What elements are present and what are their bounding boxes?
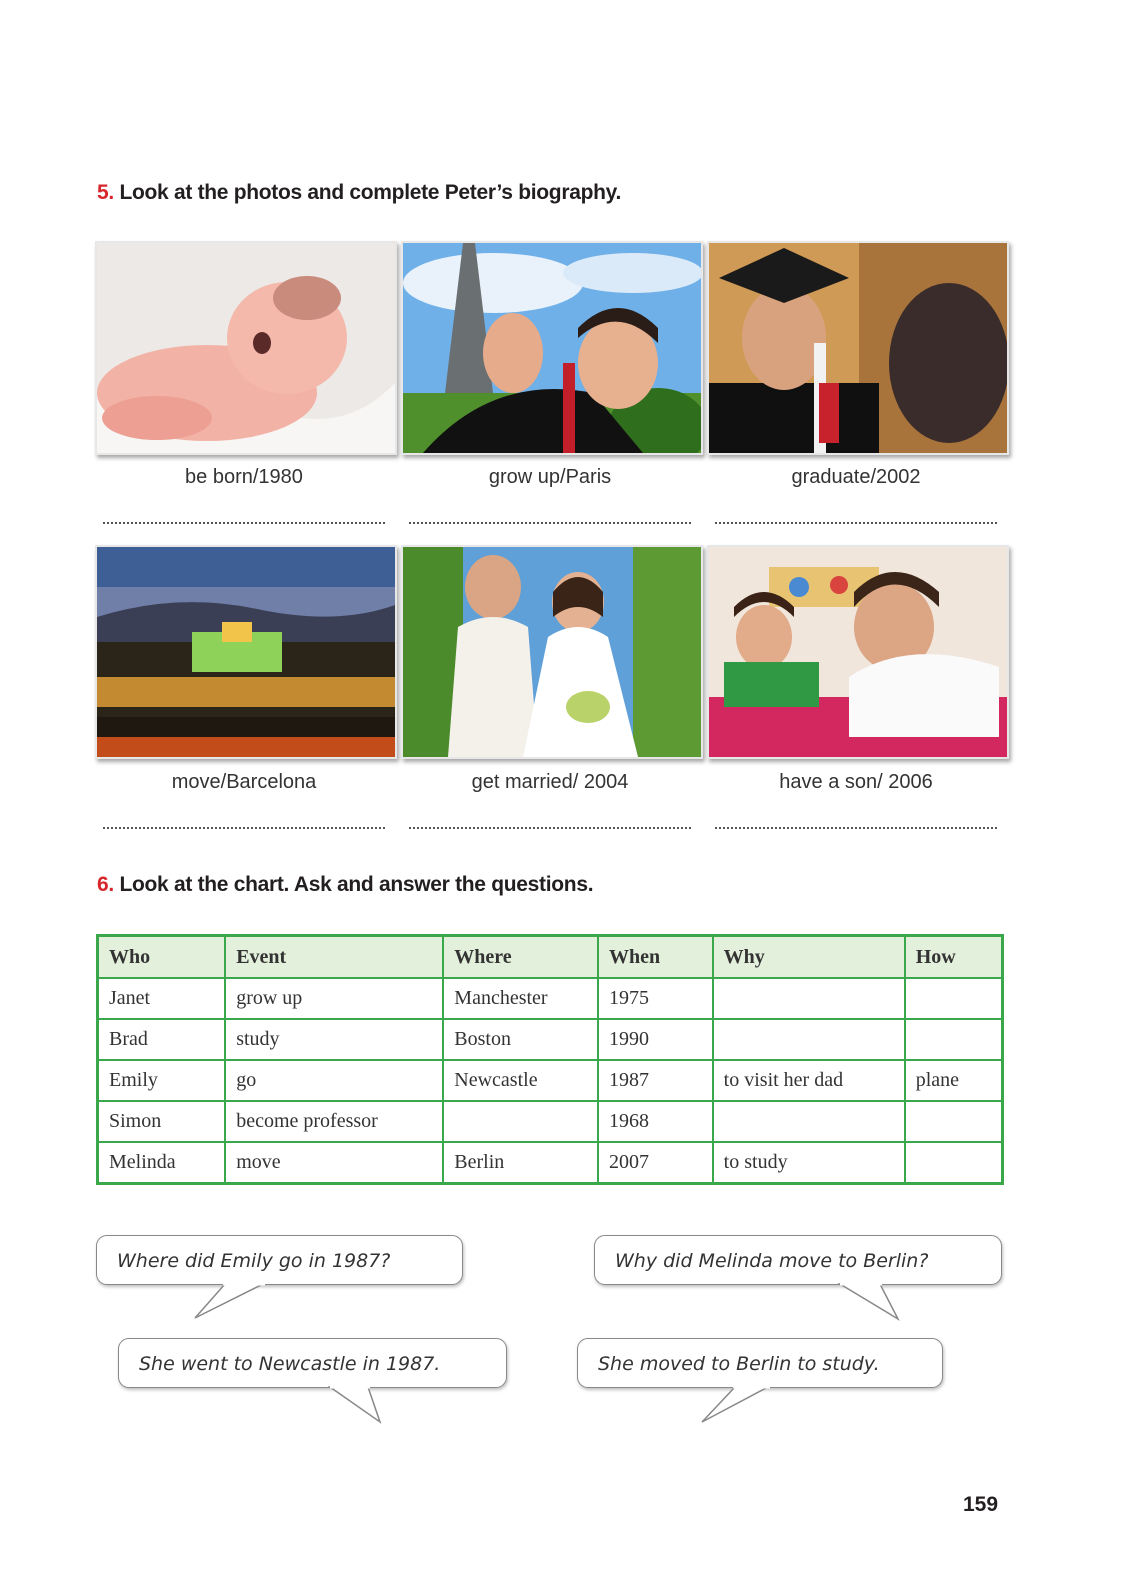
table-header: Where [443,936,598,979]
table-cell [905,1101,1003,1142]
photo-barcelona [95,545,397,759]
table-cell [905,1019,1003,1060]
table-cell: Berlin [443,1142,598,1184]
photo-baby [95,241,397,455]
table-cell: Newcastle [443,1060,598,1101]
table-header: How [905,936,1003,979]
table-cell: Emily [98,1060,226,1101]
speech-bubble-answer-2: She moved to Berlin to study. [577,1338,943,1388]
table-row [98,978,1003,1019]
table-cell: Manchester [443,978,598,1019]
photo-paris [401,241,703,455]
speech-bubble-tail [330,1386,390,1426]
answer-line-1[interactable] [103,522,385,524]
biography-chart [96,934,1004,1185]
exercise-5-instruction: Look at the photos and complete Peter’s biography. [119,181,621,204]
exercise-6-heading [97,873,593,897]
photo-wedding [401,545,703,759]
photo-father-son [707,545,1009,759]
table-cell: Simon [98,1101,226,1142]
table-header: Why [713,936,905,979]
table-cell: plane [905,1060,1003,1101]
table-cell [713,978,905,1019]
table-header: Who [98,936,226,979]
speech-bubble-question-1: Where did Emily go in 1987? [96,1235,463,1285]
photo-caption-2: grow up/Paris [488,466,612,488]
table-header: When [598,936,713,979]
speech-bubble-question-2: Why did Melinda move to Berlin? [594,1235,1002,1285]
table-cell [905,1142,1003,1184]
page-number: 159 [963,1493,999,1516]
table-cell: 1987 [598,1060,713,1101]
table-cell: study [225,1019,443,1060]
table-cell: Brad [98,1019,226,1060]
exercise-5-heading [97,181,621,205]
exercise-5-number: 5. [97,181,114,204]
photo-caption-4: move/Barcelona [171,771,317,793]
photo-caption-6: have a son/ 2006 [779,771,933,793]
table-cell [713,1101,905,1142]
table-cell [443,1101,598,1142]
speech-bubble-tail [700,1386,770,1426]
answer-line-6[interactable] [715,827,997,829]
table-row [98,1060,1003,1101]
table-cell: 2007 [598,1142,713,1184]
table-cell: to study [713,1142,905,1184]
speech-bubble-tail [840,1283,910,1323]
table-header: Event [225,936,443,979]
answer-line-3[interactable] [715,522,997,524]
table-cell: go [225,1060,443,1101]
table-cell: 1968 [598,1101,713,1142]
table-cell: become professor [225,1101,443,1142]
table-row [98,1019,1003,1060]
table-cell: 1975 [598,978,713,1019]
table-cell: move [225,1142,443,1184]
answer-line-2[interactable] [409,522,691,524]
table-row [98,1142,1003,1184]
exercise-6-number: 6. [97,873,114,896]
speech-bubble-tail [195,1283,265,1323]
photo-graduation [707,241,1009,455]
table-cell: to visit her dad [713,1060,905,1101]
table-cell [905,978,1003,1019]
speech-bubble-answer-1: She went to Newcastle in 1987. [118,1338,507,1388]
photo-caption-3: graduate/2002 [791,466,921,488]
table-cell: Boston [443,1019,598,1060]
table-row [98,1101,1003,1142]
table-cell [713,1019,905,1060]
table-cell: Janet [98,978,226,1019]
exercise-6-instruction: Look at the chart. Ask and answer the questions. [119,873,594,896]
table-header-row [98,936,1003,979]
table-cell: 1990 [598,1019,713,1060]
answer-line-4[interactable] [103,827,385,829]
photo-caption-5: get married/ 2004 [471,771,629,793]
answer-line-5[interactable] [409,827,691,829]
table-cell: Melinda [98,1142,226,1184]
photo-caption-1: be born/1980 [185,466,303,488]
table-cell: grow up [225,978,443,1019]
